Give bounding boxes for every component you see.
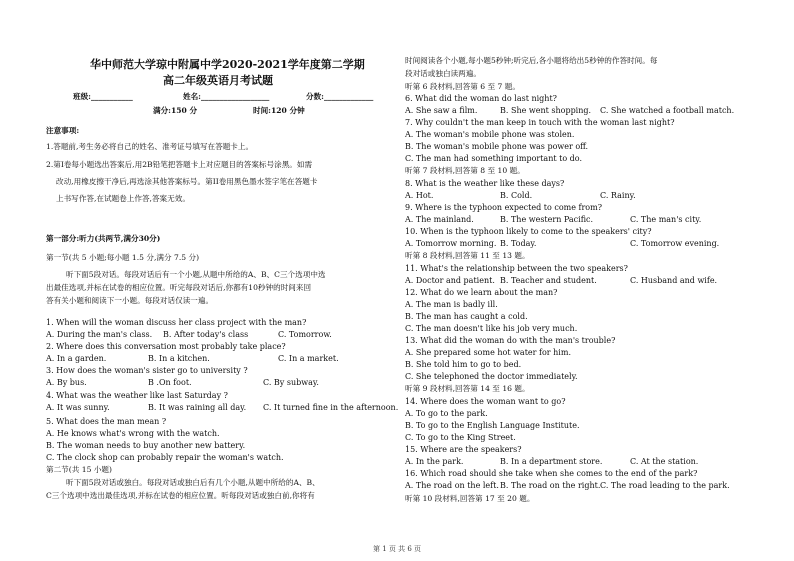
q14-option-a: A. To go to the park. xyxy=(405,409,488,418)
material-6: 听第 6 段材料,回答第 6 至 7 题。 xyxy=(405,82,520,91)
q10-option-b: B. Today. xyxy=(500,239,537,248)
q9-option-c: C. The man's city. xyxy=(630,215,702,224)
q16-option-a: A. The road on the left. xyxy=(405,481,499,490)
q16-option-b: B. The road on the right. xyxy=(500,481,601,490)
q7-option-b: B. The woman's mobile phone was power off. xyxy=(405,142,589,151)
q1-option-b: B. After today's class xyxy=(163,330,249,339)
section2-intro-b: C三个选项中选出最佳选项,并标在试卷的相应位置。听每段对话或独白前,你将有 xyxy=(46,491,315,500)
q8-option-a: A. Hot. xyxy=(405,191,434,200)
question-12: 12. What do we learn about the man? xyxy=(405,288,558,297)
q3-option-a: A. By bus. xyxy=(46,378,87,387)
q4-option-c: C. It turned fine in the afternoon. xyxy=(263,403,399,412)
q9-option-b: B. The western Pacific. xyxy=(500,215,594,224)
part1-heading: 第一部分:听力(共两节,满分30分) xyxy=(46,234,161,243)
exam-subtitle: 高二年级英语月考试题 xyxy=(163,74,273,87)
question-8: 8. What is the weather like these days? xyxy=(405,179,565,188)
q6-option-a: A. She saw a film. xyxy=(405,106,478,115)
question-9: 9. Where is the typhoon expected to come from? xyxy=(405,203,602,212)
q13-option-c: C. She telephoned the doctor immediately. xyxy=(405,372,578,381)
score-field: 分数:_____________ xyxy=(306,92,374,101)
exam-time: 时间:120 分钟 xyxy=(253,106,305,115)
q10-option-a: A. Tomorrow morning. xyxy=(405,239,497,248)
section2-intro-d: 段对话或独白读两遍。 xyxy=(405,69,481,78)
question-11: 11. What's the relationship between the two speakers? xyxy=(405,264,628,273)
q14-option-c: C. To go to the King Street. xyxy=(405,433,516,442)
q12-option-c: C. The man doesn't like his job very much. xyxy=(405,324,578,333)
q13-option-b: B. She told him to go to bed. xyxy=(405,360,522,369)
section2-heading: 第二节(共 15 小题) xyxy=(46,465,112,474)
q11-option-c: C. Husband and wife. xyxy=(630,276,718,285)
q2-option-c: C. In a market. xyxy=(278,354,339,363)
question-5: 5. What does the man mean ? xyxy=(46,417,167,426)
q4-option-b: B. It was raining all day. xyxy=(148,403,247,412)
q2-option-b: B. In a kitchen. xyxy=(148,354,210,363)
q6-option-b: B. She went shopping. xyxy=(500,106,592,115)
q3-option-c: C. By subway. xyxy=(263,378,319,387)
material-10: 听第 10 段材料,回答第 17 至 20 题。 xyxy=(405,494,535,503)
section1-intro-c: 答有关小题和阅读下一小题。每段对话仅读一遍。 xyxy=(46,296,214,305)
q12-option-a: A. The man is badly ill. xyxy=(405,300,498,309)
q9-option-a: A. The mainland. xyxy=(405,215,474,224)
section1-intro-b: 出最佳选项,并标在试卷的相应位置。听完每段对话后,你都有10秒钟的时间来回 xyxy=(46,283,312,292)
name-field: 姓名:__________________ xyxy=(183,92,270,101)
q14-option-b: B. To go to the English Language Institute. xyxy=(405,421,580,430)
question-4: 4. What was the weather like last Saturday ? xyxy=(46,391,228,400)
question-6: 6. What did the woman do last night? xyxy=(405,94,557,103)
material-8: 听第 8 段材料,回答第 11 至 13 题。 xyxy=(405,251,530,260)
q15-option-b: B. In a department store. xyxy=(500,457,603,466)
notice-p1: 1.答题前,考生务必将自己的姓名、准考证号填写在答题卡上。 xyxy=(46,142,254,151)
question-2: 2. Where does this conversation most probably take place? xyxy=(46,342,286,351)
q3-option-b: B .On foot. xyxy=(148,378,192,387)
exam-title: 华中师范大学琼中附属中学2020-2021学年度第二学期 xyxy=(90,58,365,71)
q15-option-a: A. In the park. xyxy=(405,457,464,466)
q1-option-a: A. During the man's class. xyxy=(46,330,153,339)
section2-intro-c: 时间阅读各个小题,每小题5秒钟;听完后,各小题将给出5秒钟的作答时间。每 xyxy=(405,56,658,65)
question-15: 15. Where are the speakers? xyxy=(405,445,522,454)
q4-option-a: A. It was sunny. xyxy=(46,403,110,412)
question-14: 14. Where does the woman want to go? xyxy=(405,397,566,406)
q6-option-c: C. She watched a football match. xyxy=(600,106,735,115)
notice-p2c: 上书写作答,在试题卷上作答,答案无效。 xyxy=(56,194,190,203)
section1-heading: 第一节(共 5 小题;每小题 1.5 分,满分 7.5 分) xyxy=(46,253,200,262)
question-16: 16. Which road should she take when she comes to the end of the park? xyxy=(405,469,698,478)
q8-option-b: B. Cold. xyxy=(500,191,533,200)
q10-option-c: C. Tomorrow evening. xyxy=(630,239,720,248)
q5-option-c: C. The clock shop can probably repair the woman's watch. xyxy=(46,453,284,462)
page-footer: 第 1 页 共 6 页 xyxy=(372,545,422,553)
question-13: 13. What did the woman do with the man's trouble? xyxy=(405,336,616,345)
notice-heading: 注意事项: xyxy=(46,126,80,135)
q8-option-c: C. Rainy. xyxy=(600,191,636,200)
q5-option-a: A. He knows what's wrong with the watch. xyxy=(46,429,220,438)
q16-option-c: C. The road leading to the park. xyxy=(600,481,730,490)
q12-option-b: B. The man has caught a cold. xyxy=(405,312,528,321)
notice-p2b: 改动,用橡皮擦干净后,再选涂其他答案标号。第II卷用黑色墨水签字笔在答题卡 xyxy=(56,177,318,186)
q7-option-a: A. The woman's mobile phone was stolen. xyxy=(405,130,575,139)
full-score: 满分:150 分 xyxy=(153,106,198,115)
q1-option-c: C. Tomorrow. xyxy=(278,330,332,339)
question-1: 1. When will the woman discuss her class project with the man? xyxy=(46,318,307,327)
class-field: 班级:___________ xyxy=(73,92,133,101)
q13-option-a: A. She prepared some hot water for him. xyxy=(405,348,571,357)
question-10: 10. When is the typhoon likely to come to the speakers' city? xyxy=(405,227,652,236)
section1-intro-a: 听下面5段对话。每段对话后有一个小题,从题中所给的A、B、C三个选项中选 xyxy=(66,270,326,279)
q15-option-c: C. At the station. xyxy=(630,457,699,466)
question-7: 7. Why couldn't the man keep in touch with the woman last night? xyxy=(405,118,675,127)
question-3: 3. How does the woman's sister go to university ? xyxy=(46,366,248,375)
q11-option-a: A. Doctor and patient. xyxy=(405,276,495,285)
section2-intro-a: 听下面5段对话或独白。每段对话或独白后有几个小题,从题中所给的A、B、 xyxy=(66,478,320,487)
q7-option-c: C. The man had something important to do. xyxy=(405,154,583,163)
q2-option-a: A. In a garden. xyxy=(46,354,107,363)
q11-option-b: B. Teacher and student. xyxy=(500,276,597,285)
material-7: 听第 7 段材料,回答第 8 至 10 题。 xyxy=(405,166,525,175)
material-9: 听第 9 段材料,回答第 14 至 16 题。 xyxy=(405,384,530,393)
notice-p2a: 2.第I卷每小题选出答案后,用2B铅笔把答题卡上对应题目的答案标号涂黑。如需 xyxy=(46,160,313,169)
q5-option-b: B. The woman needs to buy another new battery. xyxy=(46,441,246,450)
